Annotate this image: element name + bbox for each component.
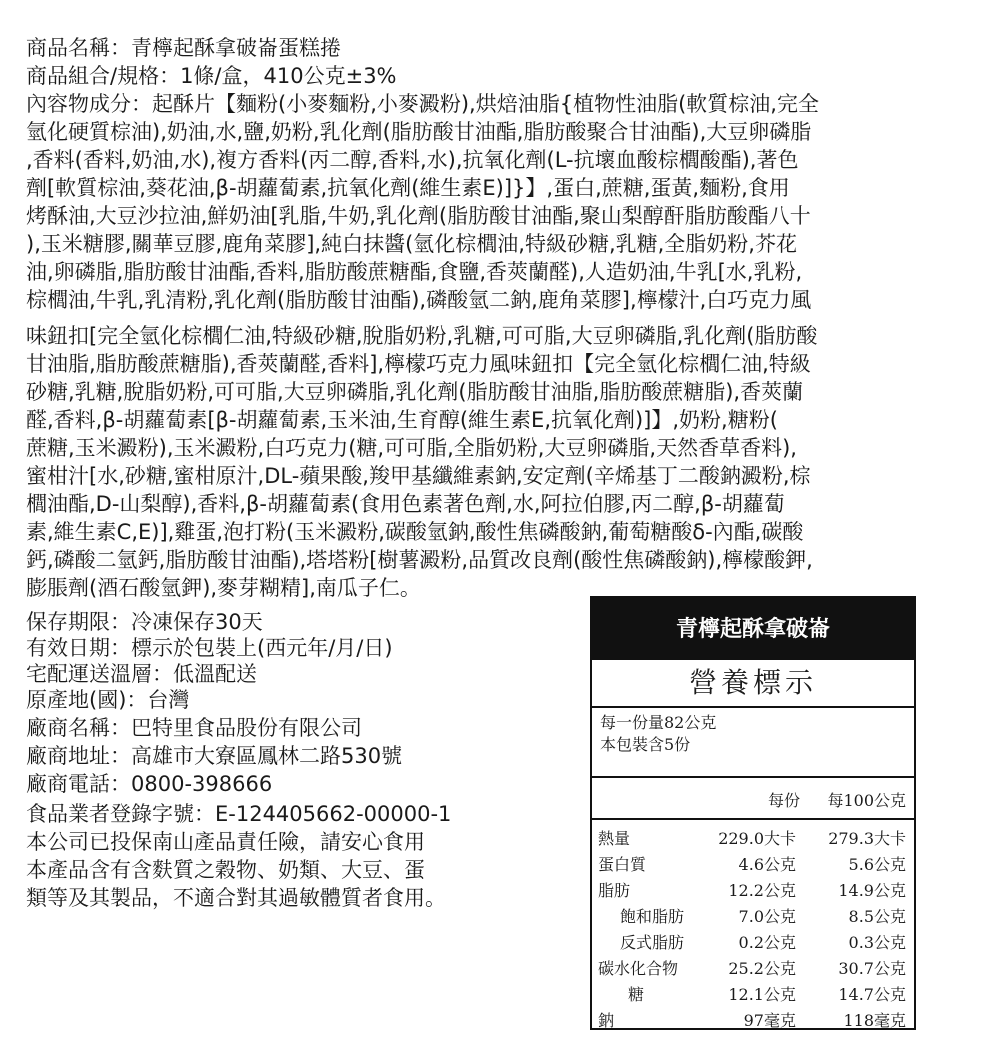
text-line: 素,維生素C,E)],雞蛋,泡打粉(玉米澱粉,碳酸氫鈉,酸性焦磷酸鈉,葡萄糖酸δ-內酯,碳酸 bbox=[26, 520, 804, 544]
nutrient-label: 反式脂肪 bbox=[620, 933, 685, 952]
text-line: 櫚油酯,D-山梨醇),香料,β-胡蘿蔔素(食用色素著色劑,水,阿拉伯膠,丙二醇,β-胡蘿蔔 bbox=[26, 492, 785, 516]
nutrition-rows bbox=[592, 820, 914, 1040]
nutrient-label: 熱量 bbox=[598, 829, 631, 848]
value-per-serving: 4.6公克 bbox=[738, 855, 796, 874]
nutrition-row bbox=[592, 878, 914, 904]
value-per-100g: 14.7公克 bbox=[838, 985, 906, 1004]
serving-size: 每一份量82公克 bbox=[600, 713, 717, 732]
text-line: 膨脹劑(酒石酸氫鉀),麥芽糊精],南瓜子仁。 bbox=[26, 576, 421, 600]
text-line: 鈣,磷酸二氫鈣,脂肪酸甘油酯),塔塔粉[樹薯澱粉,品質改良劑(酸性焦磷酸鈉),檸檬酸鉀, bbox=[26, 548, 813, 572]
nutrient-label: 蛋白質 bbox=[598, 855, 647, 874]
nutrient-label: 糖 bbox=[628, 985, 645, 1004]
value-per-serving: 0.2公克 bbox=[738, 933, 796, 952]
text-line: 類等及其製品，不適合對其過敏體質者食用。 bbox=[26, 886, 446, 910]
nutrient-label: 碳水化合物 bbox=[598, 959, 679, 978]
text-line: 棕櫚油,牛乳,乳清粉,乳化劑(脂肪酸甘油酯),磷酸氫二鈉,鹿角菜膠],檸檬汁,白巧克力風 bbox=[26, 288, 812, 312]
text-line: 保存期限：冷凍保存30天 bbox=[26, 610, 263, 634]
nutrient-label: 脂肪 bbox=[598, 881, 631, 900]
text-line: 原產地(國)：台灣 bbox=[26, 688, 190, 712]
nutrition-facts-panel bbox=[590, 596, 916, 1030]
value-per-100g: 14.9公克 bbox=[838, 881, 906, 900]
nutrient-label: 飽和脂肪 bbox=[620, 907, 685, 926]
nutrition-row bbox=[592, 904, 914, 930]
text-line: 宅配運送溫層：低溫配送 bbox=[26, 662, 257, 686]
nutrient-label: 鈉 bbox=[598, 1011, 615, 1030]
text-line: 醛,香料,β-胡蘿蔔素[β-胡蘿蔔素,玉米油,生育醇(維生素E,抗氧化劑)]】,奶粉,糖粉( bbox=[26, 408, 778, 432]
text-line: 廠商電話：0800-398666 bbox=[26, 772, 273, 796]
value-per-100g: 0.3公克 bbox=[848, 933, 906, 952]
text-line: 廠商地址：高雄市大寮區鳳林二路530號 bbox=[26, 744, 403, 768]
text-line: 本產品含有含麩質之穀物、奶類、大豆、蛋 bbox=[26, 858, 425, 882]
text-line: 商品組合/規格：1條/盒，410公克±3% bbox=[26, 64, 397, 88]
text-line: 商品名稱：青檸起酥拿破崙蛋糕捲 bbox=[26, 36, 341, 60]
value-per-serving: 12.2公克 bbox=[728, 881, 796, 900]
nutrition-row bbox=[592, 956, 914, 982]
text-line: 烤酥油,大豆沙拉油,鮮奶油[乳脂,牛奶,乳化劑(脂肪酸甘油酯,聚山梨醇酐脂肪酸酯八十 bbox=[26, 204, 811, 228]
text-line: 有效日期：標示於包裝上(西元年/月/日) bbox=[26, 636, 393, 660]
text-line: 蜜柑汁[水,砂糖,蜜柑原汁,DL-蘋果酸,羧甲基纖維素鈉,安定劑(辛烯基丁二酸鈉澱粉,棕 bbox=[26, 464, 811, 488]
col-per-serving: 每份 bbox=[768, 791, 801, 810]
text-line: 甘油脂,脂肪酸蔗糖脂),香莢蘭醛,香料],檸檬巧克力風味鈕扣【完全氫化棕櫚仁油,特級 bbox=[26, 352, 811, 376]
value-per-serving: 229.0大卡 bbox=[718, 829, 796, 848]
text-line: 內容物成分：起酥片【麵粉(小麥麵粉,小麥澱粉),烘焙油脂{植物性油脂(軟質棕油,完全 bbox=[26, 92, 819, 116]
nutrition-column-headers bbox=[592, 778, 914, 820]
text-line: 本公司已投保南山產品責任險，請安心食用 bbox=[26, 830, 425, 854]
value-per-serving: 25.2公克 bbox=[728, 959, 796, 978]
value-per-100g: 118毫克 bbox=[843, 1011, 906, 1030]
text-line: 蔗糖,玉米澱粉),玉米澱粉,白巧克力(糖,可可脂,全脂奶粉,大豆卵磷脂,天然香草香料), bbox=[26, 436, 797, 460]
nutrition-row bbox=[592, 1008, 914, 1034]
text-line: 氫化硬質棕油),奶油,水,鹽,奶粉,乳化劑(脂肪酸甘油酯,脂肪酸聚合甘油酯),大豆卵磷脂 bbox=[26, 120, 812, 144]
nutrition-row bbox=[592, 826, 914, 852]
value-per-100g: 8.5公克 bbox=[848, 907, 906, 926]
nutrition-row bbox=[592, 852, 914, 878]
nutrition-row bbox=[592, 930, 914, 956]
text-line: 砂糖,乳糖,脫脂奶粉,可可脂,大豆卵磷脂,乳化劑(脂肪酸甘油脂,脂肪酸蔗糖脂),香莢蘭 bbox=[26, 380, 804, 404]
col-per-100g: 每100公克 bbox=[827, 791, 906, 810]
text-line: ,香料(香料,奶油,水),複方香料(丙二醇,香料,水),抗氧化劑(L-抗壞血酸棕櫚酸酯),著色 bbox=[26, 148, 799, 172]
value-per-serving: 12.1公克 bbox=[728, 985, 796, 1004]
text-line: 廠商名稱：巴特里食品股份有限公司 bbox=[26, 716, 362, 740]
serving-info bbox=[592, 708, 914, 778]
servings-per-package: 本包裝含5份 bbox=[600, 735, 691, 754]
text-line: 劑[軟質棕油,葵花油,β-胡蘿蔔素,抗氧化劑(維生素E)]}】,蛋白,蔗糖,蛋黃,麵粉,食用 bbox=[26, 176, 790, 200]
value-per-100g: 279.3大卡 bbox=[828, 829, 906, 848]
text-line: 食品業者登錄字號：E-124405662-00000-1 bbox=[26, 802, 452, 826]
nutrition-row bbox=[592, 982, 914, 1008]
text-line: ),玉米糖膠,關華豆膠,鹿角菜膠],純白抹醬(氫化棕櫚油,特級砂糖,乳糖,全脂奶粉,芥花 bbox=[26, 232, 797, 256]
value-per-100g: 5.6公克 bbox=[848, 855, 906, 874]
text-line: 味鈕扣[完全氫化棕櫚仁油,特級砂糖,脫脂奶粉,乳糖,可可脂,大豆卵磷脂,乳化劑(脂肪酸 bbox=[26, 324, 818, 348]
nutrition-heading: 營養標示 bbox=[592, 660, 914, 708]
value-per-100g: 30.7公克 bbox=[838, 959, 906, 978]
nutrition-product-name: 青檸起酥拿破崙 bbox=[592, 598, 914, 660]
value-per-serving: 97毫克 bbox=[743, 1011, 796, 1030]
text-line: 油,卵磷脂,脂肪酸甘油酯,香料,脂肪酸蔗糖酯,食鹽,香莢蘭醛),人造奶油,牛乳[水,乳粉, bbox=[26, 260, 803, 284]
value-per-serving: 7.0公克 bbox=[738, 907, 796, 926]
